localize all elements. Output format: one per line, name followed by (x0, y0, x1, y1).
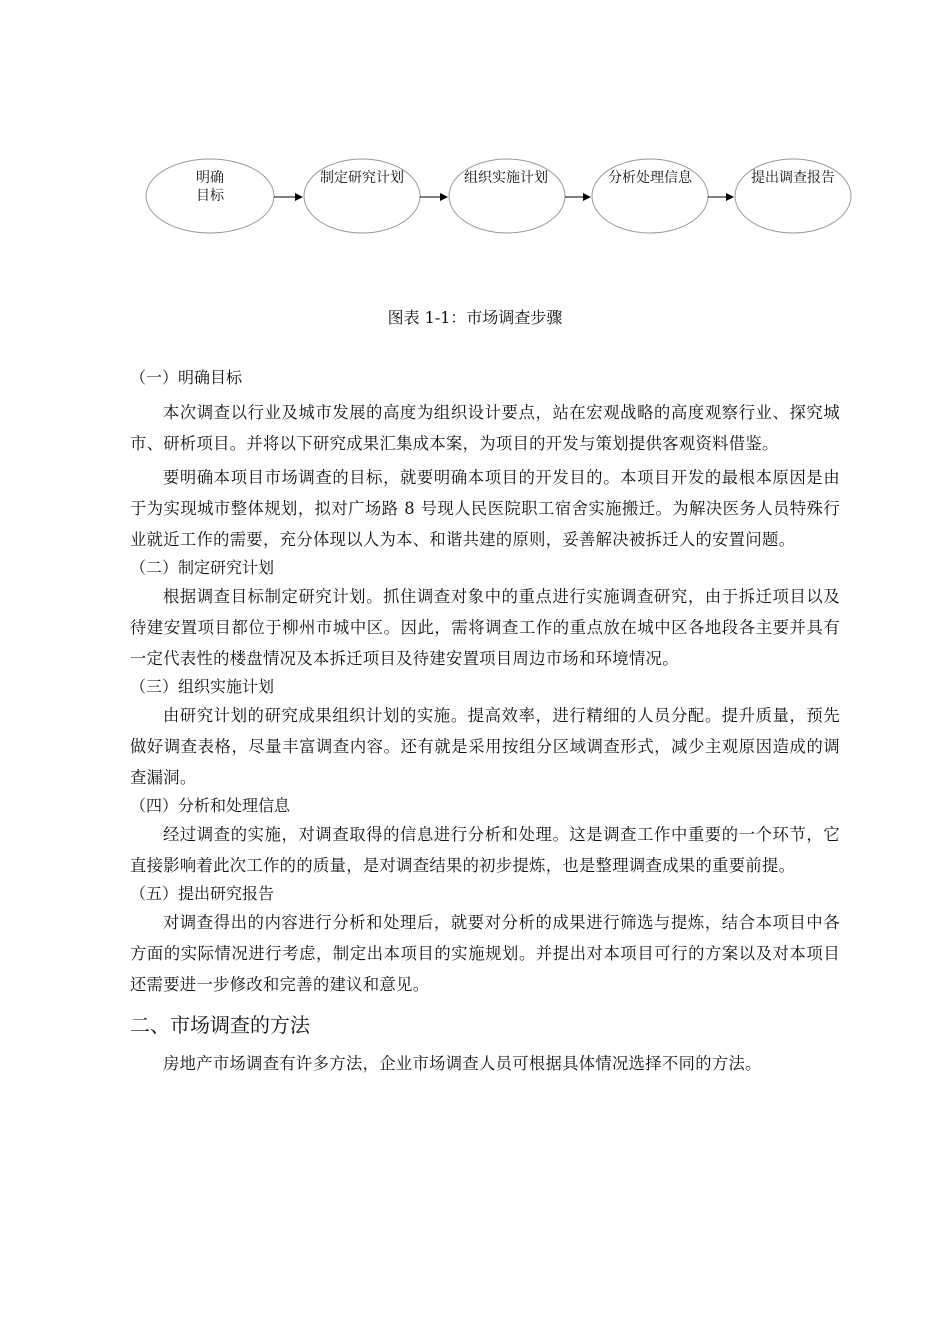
section-5-heading: （五）提出研究报告 (130, 884, 275, 903)
section-1-heading: （一）明确目标 (130, 368, 243, 387)
flow-node-5-label: 提出调查报告 (751, 170, 835, 186)
section-4 (130, 793, 840, 881)
section-1-paragraph-2: 要明确本项目市场调查的目标，就要明确本项目的开发目的。本项目开发的最根本原因是由于为实现城市整体规划，拟对广场路 8 号现人民医院职工宿舍实施搬迁。为解决医务人员特殊行业就近工作的需要，充分体现以人为本、和谐共建的原则，妥善解决被拆迁人的安置问题。 (130, 468, 840, 549)
section-5 (130, 881, 840, 1000)
section-5-paragraph-1: 对调查得出的内容进行分析和处理后，就要对分析的成果进行筛选与提炼，结合本项目中各方面的实际情况进行考虑，制定出本项目的实施规划。并提出对本项目可行的方案以及对本项目还需要进一步修改和完善的建议和意见。 (130, 913, 840, 994)
section-4-paragraph-1: 经过调查的实施，对调查取得的信息进行分析和处理。这是调查工作中重要的一个环节，它直接影响着此次工作的的质量，是对调查结果的初步提炼，也是整理调查成果的重要前提。 (130, 825, 840, 875)
flow-node-4-label: 分析处理信息 (608, 170, 692, 186)
document-body (130, 365, 840, 1079)
flowchart-diagram (0, 0, 950, 290)
flow-node-1-label (180, 169, 240, 205)
section-3 (130, 674, 840, 793)
figure-caption: 图表 1-1：市场调查步骤 (387, 308, 563, 327)
chapter-2-heading: 二、市场调查的方法 (130, 1013, 310, 1037)
flow-node-1-line2: 目标 (196, 188, 224, 204)
chapter-2 (130, 1010, 840, 1079)
flow-node-1-line1: 明确 (196, 170, 224, 186)
flowchart (0, 0, 950, 290)
section-1 (130, 365, 840, 555)
chapter-2-paragraph: 房地产市场调查有许多方法，企业市场调查人员可根据具体情况选择不同的方法。 (163, 1054, 762, 1073)
flow-node-3-label: 组织实施计划 (464, 170, 548, 186)
section-3-heading: （三）组织实施计划 (130, 677, 275, 696)
section-2-paragraph-1: 根据调查目标制定研究计划。抓住调查对象中的重点进行实施调查研究，由于拆迁项目以及待建安置项目都位于柳州市城中区。因此，需将调查工作的重点放在城中区各地段各主要并具有一定代表性的楼盘情况及本拆迁项目及待建安置项目周边市场和环境情况。 (130, 587, 840, 668)
section-2 (130, 555, 840, 674)
section-4-heading: （四）分析和处理信息 (130, 796, 291, 815)
section-1-paragraph-1: 本次调查以行业及城市发展的高度为组织设计要点，站在宏观战略的高度观察行业、探究城市、研析项目。并将以下研究成果汇集成本案，为项目的开发与策划提供客观资料借鉴。 (130, 403, 840, 453)
section-3-paragraph-1: 由研究计划的研究成果组织计划的实施。提高效率，进行精细的人员分配。提升质量，预先做好调查表格，尽量丰富调查内容。还有就是采用按组分区域调查形式，减少主观原因造成的调查漏洞。 (130, 706, 840, 787)
flow-node-2-label: 制定研究计划 (320, 170, 404, 186)
section-2-heading: （二）制定研究计划 (130, 558, 275, 577)
